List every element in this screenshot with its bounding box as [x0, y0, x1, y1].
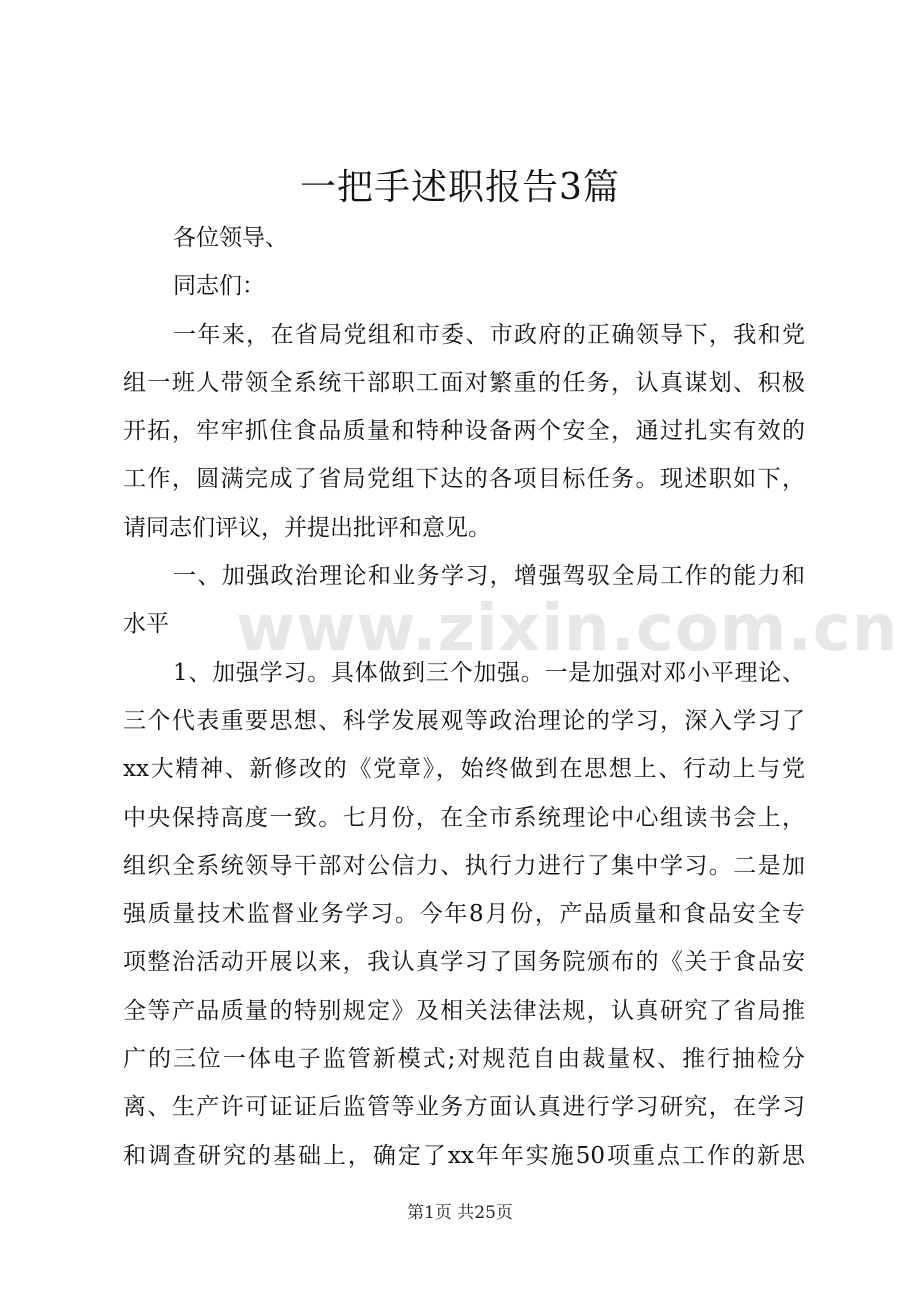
watermark: www.zixin.com.cn [236, 592, 899, 666]
text-line: 1、加强学习。具体做到三个加强。一是加强对邓小平理论、 [173, 659, 805, 686]
text-line: 开拓，牢牢抓住食品质量和特种设备两个安全，通过扎实有效的 [123, 418, 805, 445]
text-line: 请同志们评议，并提出批评和意见。 [123, 514, 491, 541]
text-line: 广的三位一体电子监管新模式;对规范自由裁量权、推行抽检分 [123, 1046, 805, 1073]
text-line: xx大精神、新修改的《党章》，始终做到在思想上、行动上与党 [123, 756, 805, 783]
document-title: 一把手述职报告3篇 [300, 167, 620, 208]
text-line: 强质量技术监督业务学习。今年8月份，产品质量和食品安全专 [123, 901, 805, 928]
text-line: 项整治活动开展以来，我认真学习了国务院颁布的《关于食品安 [123, 949, 805, 976]
text-line: 水平 [123, 611, 169, 638]
text-line: 一年来，在省局党组和市委、市政府的正确领导下，我和党 [173, 321, 805, 348]
page-footer: 第1页 共25页 [407, 1203, 513, 1223]
text-line: 三个代表重要思想、科学发展观等政治理论的学习，深入学习了 [123, 707, 805, 734]
text-line: 工作，圆满完成了省局党组下达的各项目标任务。现述职如下， [123, 466, 805, 493]
text-line: 组织全系统领导干部对公信力、执行力进行了集中学习。二是加 [123, 852, 805, 879]
text-line: 同志们： [173, 273, 265, 300]
text-line: 和调查研究的基础上，确定了xx年年实施50项重点工作的新思 [123, 1142, 805, 1169]
document-body [123, 214, 899, 1180]
text-line: 离、生产许可证证后监管等业务方面认真进行学习研究，在学习 [123, 1094, 805, 1121]
text-line: 全等产品质量的特别规定》及相关法律法规，认真研究了省局推 [123, 997, 805, 1024]
text-line: 组一班人带领全系统干部职工面对繁重的任务，认真谋划、积极 [123, 369, 805, 396]
text-line: 一、加强政治理论和业务学习，增强驾驭全局工作的能力和 [173, 563, 805, 590]
text-line: 各位领导、 [173, 225, 288, 251]
text-line: 中央保持高度一致。七月份，在全市系统理论中心组读书会上， [123, 804, 805, 831]
